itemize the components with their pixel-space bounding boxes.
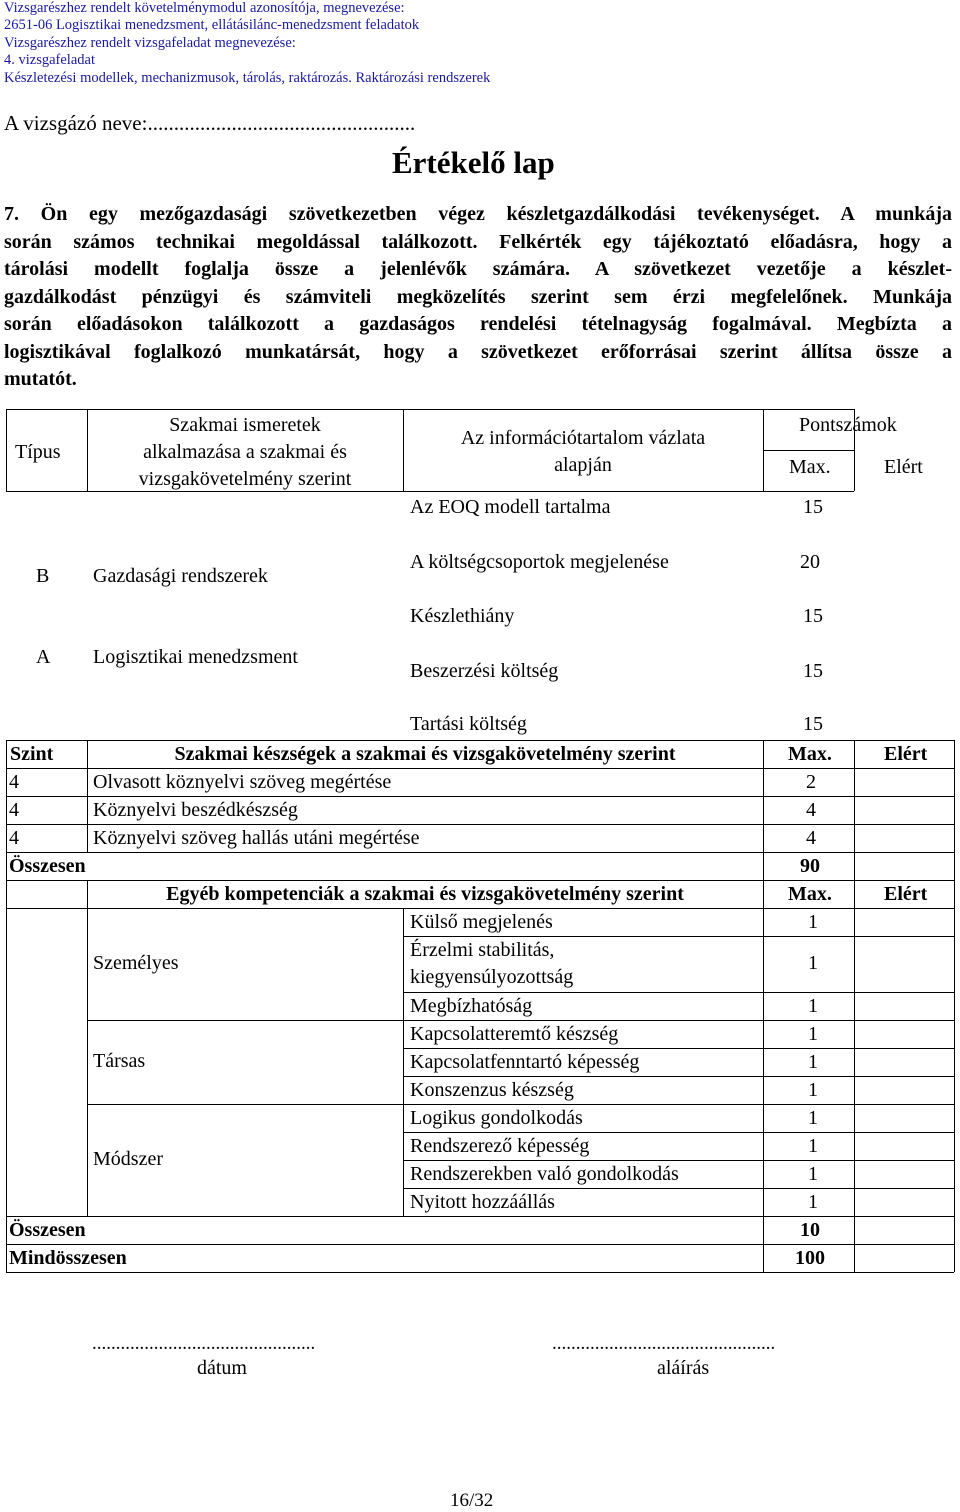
skills-total-label: Összesen: [9, 855, 86, 877]
item-label: Készlethiány: [410, 605, 515, 627]
skill-label: Köznyelvi szöveg hallás utáni megértése: [93, 827, 420, 849]
skill-max: 4: [806, 827, 816, 849]
grand-total-label: Mindösszesen: [9, 1247, 127, 1269]
col-header-skill-1: Szakmai ismeretek: [169, 414, 321, 436]
col-header-elert: Elért: [884, 883, 928, 905]
task-line: során előadásokon találkozott a gazdaságos rendelési tételnagyság fogalmával. Megbízta a: [4, 313, 952, 335]
item-label: Beszerzési költség: [410, 660, 559, 682]
competency-max: 1: [808, 952, 818, 974]
col-header-info-1: Az információtartalom vázlata: [460, 427, 706, 449]
col-header-elert: Elért: [884, 743, 928, 765]
competency-label: Külső megjelenés: [410, 911, 553, 933]
page-title: Értékelő lap: [392, 145, 555, 180]
task-line: gazdálkodást pénzügyi és számviteli megközelítés szerint sem érzi megfelelőnek. Munkája: [4, 285, 952, 308]
competency-label: Rendszerekben való gondolkodás: [410, 1163, 679, 1185]
competency-label: Rendszerező képesség: [410, 1135, 590, 1157]
item-label: A költségcsoportok megjelenése: [410, 551, 669, 573]
competency-max: 1: [808, 1051, 818, 1073]
task-line: során számos technikai megoldással találkozott. Felkérték egy tájékoztató előadásra, hogy a: [4, 230, 952, 253]
competency-label: Kapcsolatfenntartó képesség: [410, 1051, 640, 1073]
col-header-info-2: alapján: [554, 454, 612, 476]
col-header-max: Max.: [788, 883, 832, 905]
competencies-header: Egyéb kompetenciák a szakmai és vizsgakövetelmény szerint: [166, 883, 684, 905]
competency-label: Kapcsolatteremtő készség: [410, 1023, 619, 1045]
grand-total-value: 100: [795, 1247, 825, 1269]
task-line: 7. Ön egy mezőgazdasági szövetkezetben végez készletgazdálkodási tevékenységet. A munkája: [4, 203, 952, 225]
competency-max: 1: [808, 995, 818, 1017]
item-max: 15: [803, 713, 823, 735]
signature-dots: ...............................................: [552, 1333, 776, 1354]
header-module-name: 2651-06 Logisztikai menedzsment, ellátásilánc-menedzsment feladatok: [4, 17, 420, 33]
header-module-label: Vizsgarészhez rendelt követelménymodul azonosítója, megnevezése:: [4, 0, 405, 16]
competency-label: Konszenzus készség: [410, 1079, 574, 1101]
col-header-type: Típus: [15, 441, 61, 463]
competency-group: Társas: [93, 1050, 146, 1072]
skills-total-value: 90: [800, 855, 820, 877]
task-line: tárolási modellt foglalja össze a jelenlévők számára. A szövetkezet vezetője a készlet-: [4, 258, 952, 280]
competency-group: Módszer: [93, 1148, 163, 1170]
col-header-max: Max.: [788, 743, 832, 765]
competency-max: 1: [808, 1107, 818, 1129]
col-header-skill-2: alkalmazása a szakmai és: [143, 441, 347, 463]
competency-max: 1: [808, 1135, 818, 1157]
competency-label: Érzelmi stabilitás,: [410, 939, 555, 961]
competency-label: Megbízhatóság: [410, 995, 533, 1017]
competency-label: Nyitott hozzáállás: [410, 1191, 555, 1213]
col-header-points: Pontszámok: [799, 414, 897, 436]
col-header-skill-3: vizsgakövetelmény szerint: [138, 468, 352, 490]
task-line: logisztikával foglalkozó munkatársát, hogy a szövetkezet erőforrásai szerint állítsa össze a: [4, 340, 952, 363]
skills-header: Szakmai készségek a szakmai és vizsgakövetelmény szerint: [174, 743, 676, 765]
competency-max: 1: [808, 1079, 818, 1101]
type-skill: Gazdasági rendszerek: [93, 565, 268, 587]
col-header-max: Max.: [789, 456, 831, 478]
skill-level: 4: [9, 827, 19, 849]
header-task-label: Vizsgarészhez rendelt vizsgafeladat megnevezése:: [4, 35, 296, 51]
skill-level: 4: [9, 799, 19, 821]
col-header-level: Szint: [10, 743, 54, 765]
type-code: B: [36, 565, 50, 587]
competencies-total-label: Összesen: [9, 1219, 86, 1241]
competency-max: 1: [808, 1023, 818, 1045]
type-code: A: [36, 646, 51, 668]
item-max: 15: [803, 496, 823, 518]
date-dots: ...............................................: [92, 1333, 316, 1354]
competency-max: 1: [808, 1163, 818, 1185]
item-max: 15: [803, 605, 823, 627]
competencies-total-value: 10: [800, 1219, 820, 1241]
col-header-elert: Elért: [884, 456, 923, 478]
item-max: 15: [803, 660, 823, 682]
skill-label: Olvasott köznyelvi szöveg megértése: [93, 771, 392, 793]
examinee-name-line: A vizsgázó neve:...................................................: [4, 111, 416, 135]
item-max: 20: [800, 551, 820, 573]
competency-label: Logikus gondolkodás: [410, 1107, 583, 1129]
skill-max: 2: [806, 771, 816, 793]
skill-label: Köznyelvi beszédkészség: [93, 799, 298, 821]
type-skill: Logisztikai menedzsment: [93, 646, 298, 668]
page-number: 16/32: [450, 1490, 494, 1511]
task-line: mutatót.: [4, 368, 77, 390]
item-label: Tartási költség: [410, 713, 527, 735]
competency-group: Személyes: [93, 952, 179, 974]
skill-max: 4: [806, 799, 816, 821]
header-task-number: 4. vizsgafeladat: [4, 52, 95, 68]
competency-max: 1: [808, 1191, 818, 1213]
header-task-name: Készletezési modellek, mechanizmusok, tárolás, raktározás. Raktározási rendszerek: [4, 70, 491, 86]
date-label: dátum: [197, 1357, 247, 1379]
item-label: Az EOQ modell tartalma: [410, 496, 611, 518]
competency-max: 1: [808, 911, 818, 933]
competency-label-cont: kiegyensúlyozottság: [410, 966, 574, 988]
signature-label: aláírás: [657, 1357, 710, 1379]
skill-level: 4: [9, 771, 19, 793]
